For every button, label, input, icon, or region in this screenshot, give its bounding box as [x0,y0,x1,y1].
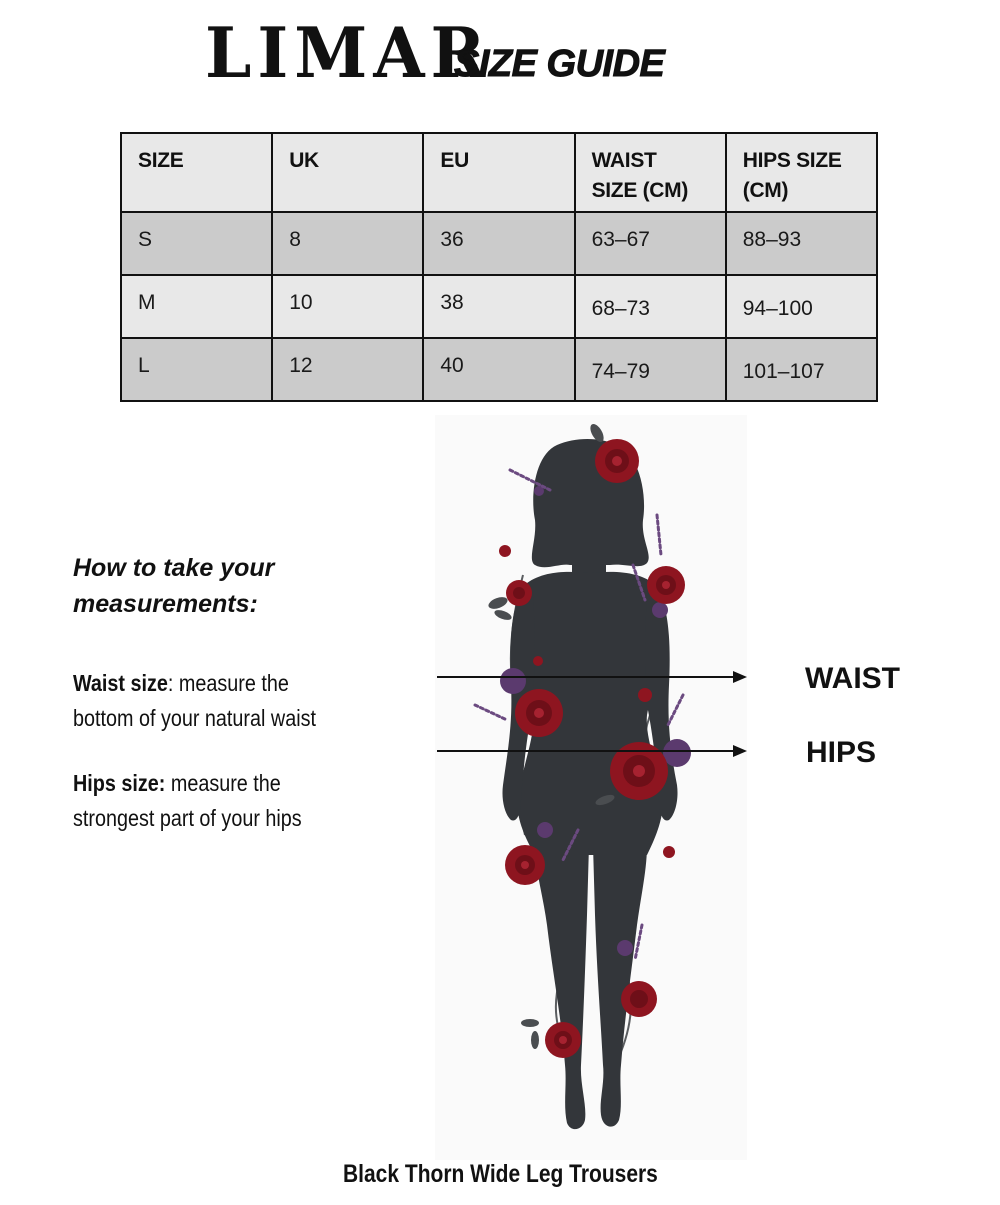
cell-uk: 10 [272,275,423,338]
table-row [121,338,877,401]
cell-size: S [121,212,272,275]
cell-hips: 94–100 [726,275,877,338]
waist-text-line2: bottom of your natural waist [73,705,316,731]
hips-marker-label: HIPS [806,736,877,769]
cell-waist: 63–67 [575,212,726,275]
measurement-instructions [73,550,393,836]
cell-hips: 88–93 [726,212,877,275]
waist-text: measure the [173,670,289,696]
table-header-row [121,133,877,212]
heading-line: measurements: [73,590,258,618]
cell-waist: 68–73 [575,275,726,338]
page-title: SIZE GUIDE [454,43,665,85]
table-row [121,275,877,338]
hips-text: measure the [165,770,281,796]
brand-logo: LIMAR [205,12,492,94]
column-header-hips [726,133,877,212]
header-line: (CM) [742,179,789,202]
arrow-line [437,750,733,752]
waist-colon: : [167,670,174,696]
hips-arrow [437,745,747,757]
hips-text-line2: strongest part of your hips [73,805,302,831]
cell-hips: 101–107 [726,338,877,401]
waist-instruction [73,666,383,736]
cell-waist: 74–79 [575,338,726,401]
instructions-heading [73,550,393,622]
product-name: Black Thorn Wide Leg Trousers [342,1160,658,1188]
column-header-size: SIZE [121,133,272,212]
silhouette-figure-icon [435,415,747,1160]
column-header-uk: UK [272,133,423,212]
waist-label: Waist size [73,670,168,696]
hips-label: Hips size: [73,770,166,796]
column-header-waist [575,133,726,212]
waist-arrow [437,671,747,683]
cell-eu: 36 [423,212,574,275]
header-line: WAIST [591,149,657,172]
hips-instruction [73,766,383,836]
arrow-line [437,676,733,678]
arrow-head-icon [733,745,747,757]
cell-eu: 40 [423,338,574,401]
cell-eu: 38 [423,275,574,338]
header-line: SIZE (CM) [591,179,689,202]
cell-uk: 8 [272,212,423,275]
table-row [121,212,877,275]
cell-size: M [121,275,272,338]
header-line: HIPS SIZE [742,149,842,172]
column-header-eu: EU [423,133,574,212]
size-table [120,132,878,402]
heading-line: How to take your [73,554,275,582]
cell-size: L [121,338,272,401]
figure-illustration [435,415,747,1160]
product-caption [0,1158,1000,1190]
waist-marker-label: WAIST [805,662,900,695]
arrow-head-icon [733,671,747,683]
cell-uk: 12 [272,338,423,401]
